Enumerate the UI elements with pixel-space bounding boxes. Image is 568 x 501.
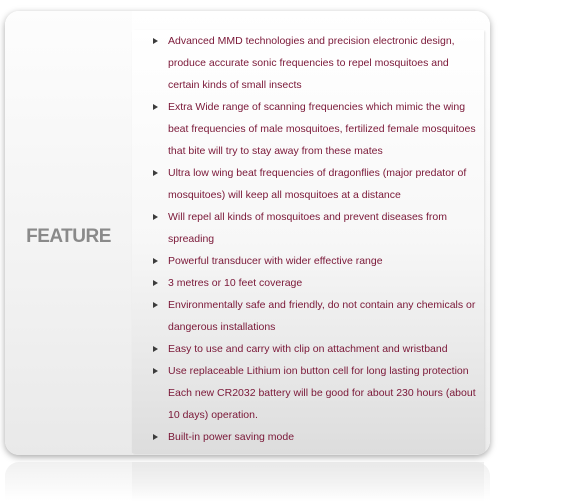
list-item-text: Environmentally safe and friendly, do not contain any chemicals or dangerous installations — [168, 299, 476, 333]
list-item-text: Powerful transducer with wider effective range — [168, 255, 383, 267]
triangle-bullet-icon — [153, 104, 158, 110]
triangle-bullet-icon — [153, 280, 158, 286]
list-item — [132, 294, 484, 338]
list-item — [132, 338, 484, 360]
feature-list — [132, 30, 484, 448]
feature-card — [5, 11, 490, 455]
label-column — [5, 11, 132, 455]
list-item-text: Will repel all kinds of mosquitoes and prevent diseases from spreading — [168, 211, 447, 245]
list-item — [132, 206, 484, 250]
list-item-text: Extra Wide range of scanning frequencies which mimic the wing beat frequencies of male mosquitoes, fertilized female mosquitoes that bite will try to stay away from these mates — [168, 101, 476, 157]
list-item-text: Use replaceable Lithium ion button cell for long lasting protection Each new CR2032 battery will be good for about 230 hours (about 10 days) operation. — [168, 365, 476, 421]
list-item — [132, 360, 484, 426]
list-item-text: Ultra low wing beat frequencies of dragonflies (major predator of mosquitoes) will keep all mosquitoes at a distance — [168, 167, 467, 201]
triangle-bullet-icon — [153, 258, 158, 264]
panel-reflection — [132, 462, 484, 501]
list-item — [132, 162, 484, 206]
feature-list-panel — [132, 30, 484, 453]
list-item-text: 3 metres or 10 feet coverage — [168, 277, 303, 289]
list-item-text: Easy to use and carry with clip on attachment and wristband — [168, 343, 448, 355]
list-item — [132, 96, 484, 162]
section-title: FEATURE — [26, 226, 111, 247]
list-item — [132, 272, 484, 294]
triangle-bullet-icon — [153, 434, 158, 440]
triangle-bullet-icon — [153, 38, 158, 44]
triangle-bullet-icon — [153, 368, 158, 374]
list-item — [132, 426, 484, 448]
list-item — [132, 30, 484, 96]
triangle-bullet-icon — [153, 302, 158, 308]
triangle-bullet-icon — [153, 170, 158, 176]
list-item-text: Built-in power saving mode — [168, 431, 295, 443]
triangle-bullet-icon — [153, 214, 158, 220]
list-item — [132, 250, 484, 272]
triangle-bullet-icon — [153, 346, 158, 352]
list-item-text: Advanced MMD technologies and precision electronic design, produce accurate sonic frequencies to repel mosquitoes and certain kinds of small insects — [168, 35, 455, 91]
